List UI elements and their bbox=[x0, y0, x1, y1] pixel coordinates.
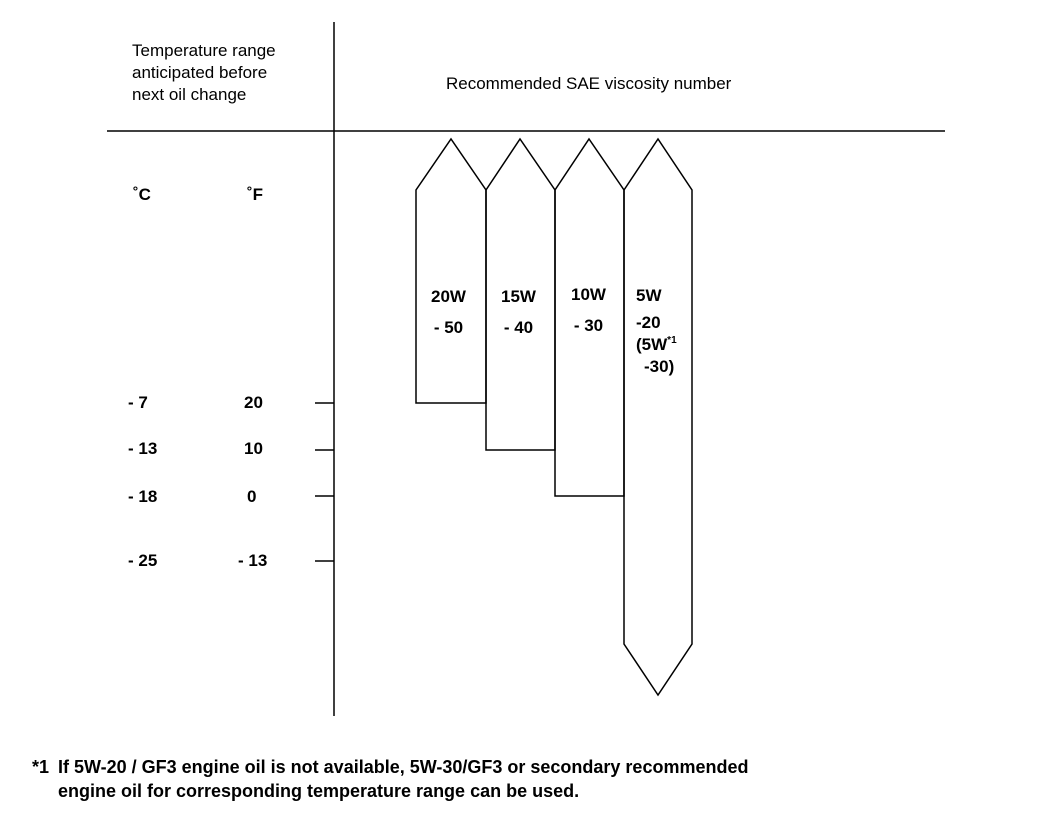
temp-fahrenheit: 10 bbox=[244, 439, 263, 458]
footnote-marker: *1 bbox=[32, 757, 50, 777]
grade-line: 15W bbox=[501, 287, 536, 306]
footnote-line1: If 5W-20 / GF3 engine oil is not available, 5W-30/GF3 or secondary recommended bbox=[58, 757, 749, 777]
temp-range-header-line2: anticipated before bbox=[132, 63, 268, 82]
grade-line: 10W bbox=[571, 285, 606, 304]
grade-5w-20-band bbox=[624, 139, 692, 695]
grade-line: - 30 bbox=[573, 316, 604, 335]
grade-line: 20W bbox=[431, 287, 466, 306]
temp-celsius: - 7 bbox=[128, 393, 148, 412]
temp-celsius: - 25 bbox=[128, 551, 158, 570]
grade-line: -20 bbox=[636, 313, 661, 332]
viscosity-header: Recommended SAE viscosity number bbox=[446, 74, 732, 93]
footnote-line2: engine oil for corresponding temperature range can be used. bbox=[58, 781, 580, 801]
temp-range-header-line3: next oil change bbox=[132, 85, 247, 104]
footnote-ref: *1 bbox=[667, 335, 677, 346]
grade-15w-40-label bbox=[501, 281, 536, 343]
temp-fahrenheit: 20 bbox=[244, 393, 263, 412]
grade-line: - 50 bbox=[433, 318, 464, 337]
celsius-unit: ˚C bbox=[133, 185, 151, 204]
grade-20w-50-band bbox=[416, 139, 486, 403]
temp-celsius: - 18 bbox=[128, 487, 158, 506]
grade-5w-20-label bbox=[636, 281, 677, 378]
footnote bbox=[32, 755, 748, 803]
grade-10w-30-label bbox=[571, 279, 606, 341]
grade-line: (5W bbox=[636, 335, 668, 354]
grade-line: - 40 bbox=[503, 318, 534, 337]
grade-line: 5W bbox=[636, 286, 662, 305]
temp-celsius: - 13 bbox=[128, 439, 158, 458]
temp-range-header-line1: Temperature range bbox=[132, 41, 276, 60]
grade-20w-50-label bbox=[431, 281, 466, 343]
temp-fahrenheit: 0 bbox=[247, 487, 257, 506]
temp-fahrenheit: - 13 bbox=[238, 551, 268, 570]
fahrenheit-unit: ˚F bbox=[247, 185, 264, 204]
temp-range-header bbox=[132, 40, 276, 106]
grade-line: -30) bbox=[644, 357, 675, 376]
